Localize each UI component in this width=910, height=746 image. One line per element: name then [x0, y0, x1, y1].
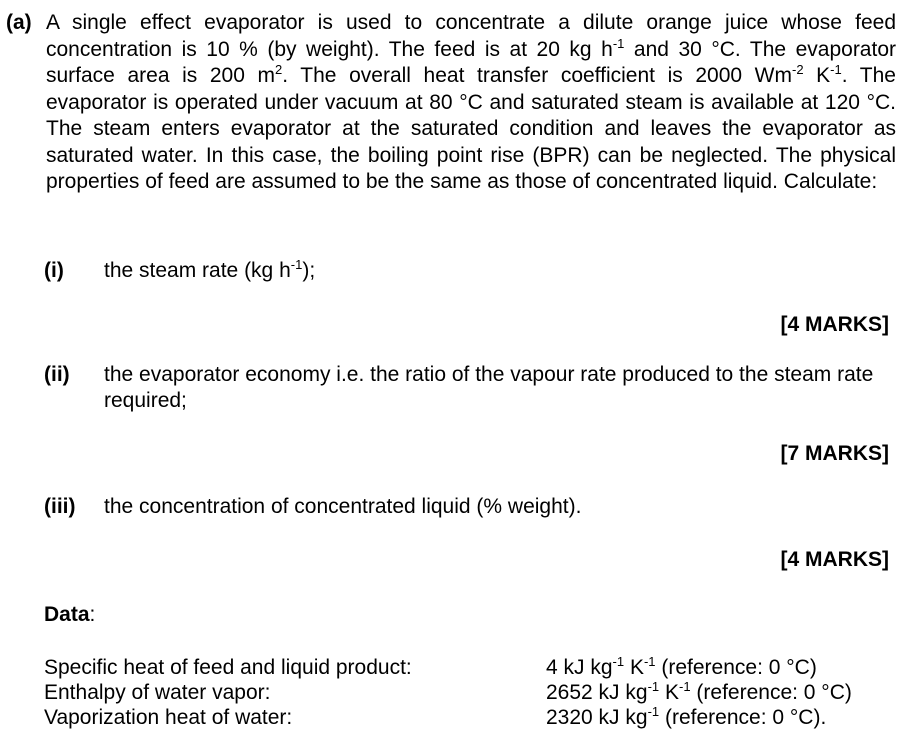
- data-heading-label: Data: [44, 603, 90, 626]
- question-text: [46, 10, 896, 196]
- question-text-part: and 30 °C. The evaporator surface area is 200 m: [46, 37, 896, 87]
- question-superscript: -2: [791, 62, 804, 78]
- data-value-superscript: -1: [647, 704, 660, 720]
- data-value-part: (reference: 0 °C): [655, 656, 817, 679]
- data-value: [546, 655, 894, 680]
- data-label: Vaporization heat of water:: [44, 706, 293, 729]
- data-value-part: K: [624, 656, 644, 679]
- data-table: [44, 655, 894, 730]
- data-row-enthalpy: [44, 680, 894, 705]
- data-heading: [44, 602, 95, 628]
- part-superscript: -1: [290, 257, 303, 273]
- data-value-part: 2652 kJ kg: [546, 681, 648, 704]
- data-value-superscript: -1: [679, 679, 691, 695]
- question-superscript: -1: [612, 35, 625, 51]
- data-value-part: 4 kJ kg: [546, 656, 613, 679]
- part-label: (ii): [44, 363, 70, 386]
- part-ii: [44, 362, 889, 414]
- part-text: the evaporator economy i.e. the ratio of the vapour rate produced to the steam rate required;: [104, 363, 874, 412]
- part-label: (iii): [44, 495, 76, 518]
- data-value-superscript: -1: [643, 654, 656, 670]
- marks-part-iii: [4 MARKS]: [780, 548, 889, 571]
- question-superscript: 2: [275, 62, 283, 78]
- data-value-superscript: -1: [612, 654, 625, 670]
- data-value-part: (reference: 0 °C).: [659, 706, 827, 729]
- data-value-part: 2320 kJ kg: [546, 706, 648, 729]
- question-text-part: K: [803, 64, 831, 87]
- question-superscript: -1: [830, 62, 842, 78]
- question-text-part: . The evaporator is operated under vacuum at 80 °C and saturated steam is available at 120 °C. The steam enters evaporator at the saturated condition and leaves the evaporator as saturated water. In this case, the boiling point rise (BPR) can be neglected. The physical properties of feed are assumed to be the same as those of concentrated liquid. Calculate:: [46, 64, 896, 193]
- marks-part-i: [4 MARKS]: [780, 313, 889, 336]
- data-label: Enthalpy of water vapor:: [44, 681, 271, 704]
- part-text-part: );: [302, 259, 316, 282]
- data-label: Specific heat of feed and liquid product:: [44, 656, 412, 679]
- data-value: [546, 680, 894, 705]
- part-text: the concentration of concentrated liquid (% weight).: [104, 495, 582, 518]
- data-value-part: K: [659, 681, 679, 704]
- data-value: [546, 705, 894, 730]
- marks-part-ii: [7 MARKS]: [780, 442, 889, 465]
- part-i: [44, 258, 889, 284]
- data-value-part: (reference: 0 °C): [690, 681, 852, 704]
- question-text-part: . The overall heat transfer coefficient is 2000 Wm: [282, 64, 792, 87]
- question-a: [6, 10, 896, 196]
- data-row-vaporization-heat: [44, 705, 894, 730]
- question-text-part: A single effect evaporator is used to concentrate a dilute orange juice whose feed concentration is 10 % (by weight). The feed is at 20 kg h: [46, 11, 896, 61]
- part-text: [104, 258, 889, 284]
- part-label: (i): [44, 259, 64, 282]
- part-text-part: the steam rate (kg h: [104, 259, 291, 282]
- data-value-superscript: -1: [647, 679, 660, 695]
- part-iii: [44, 494, 889, 520]
- data-row-specific-heat: [44, 655, 894, 680]
- question-label: (a): [6, 11, 32, 34]
- data-heading-colon: :: [89, 603, 96, 626]
